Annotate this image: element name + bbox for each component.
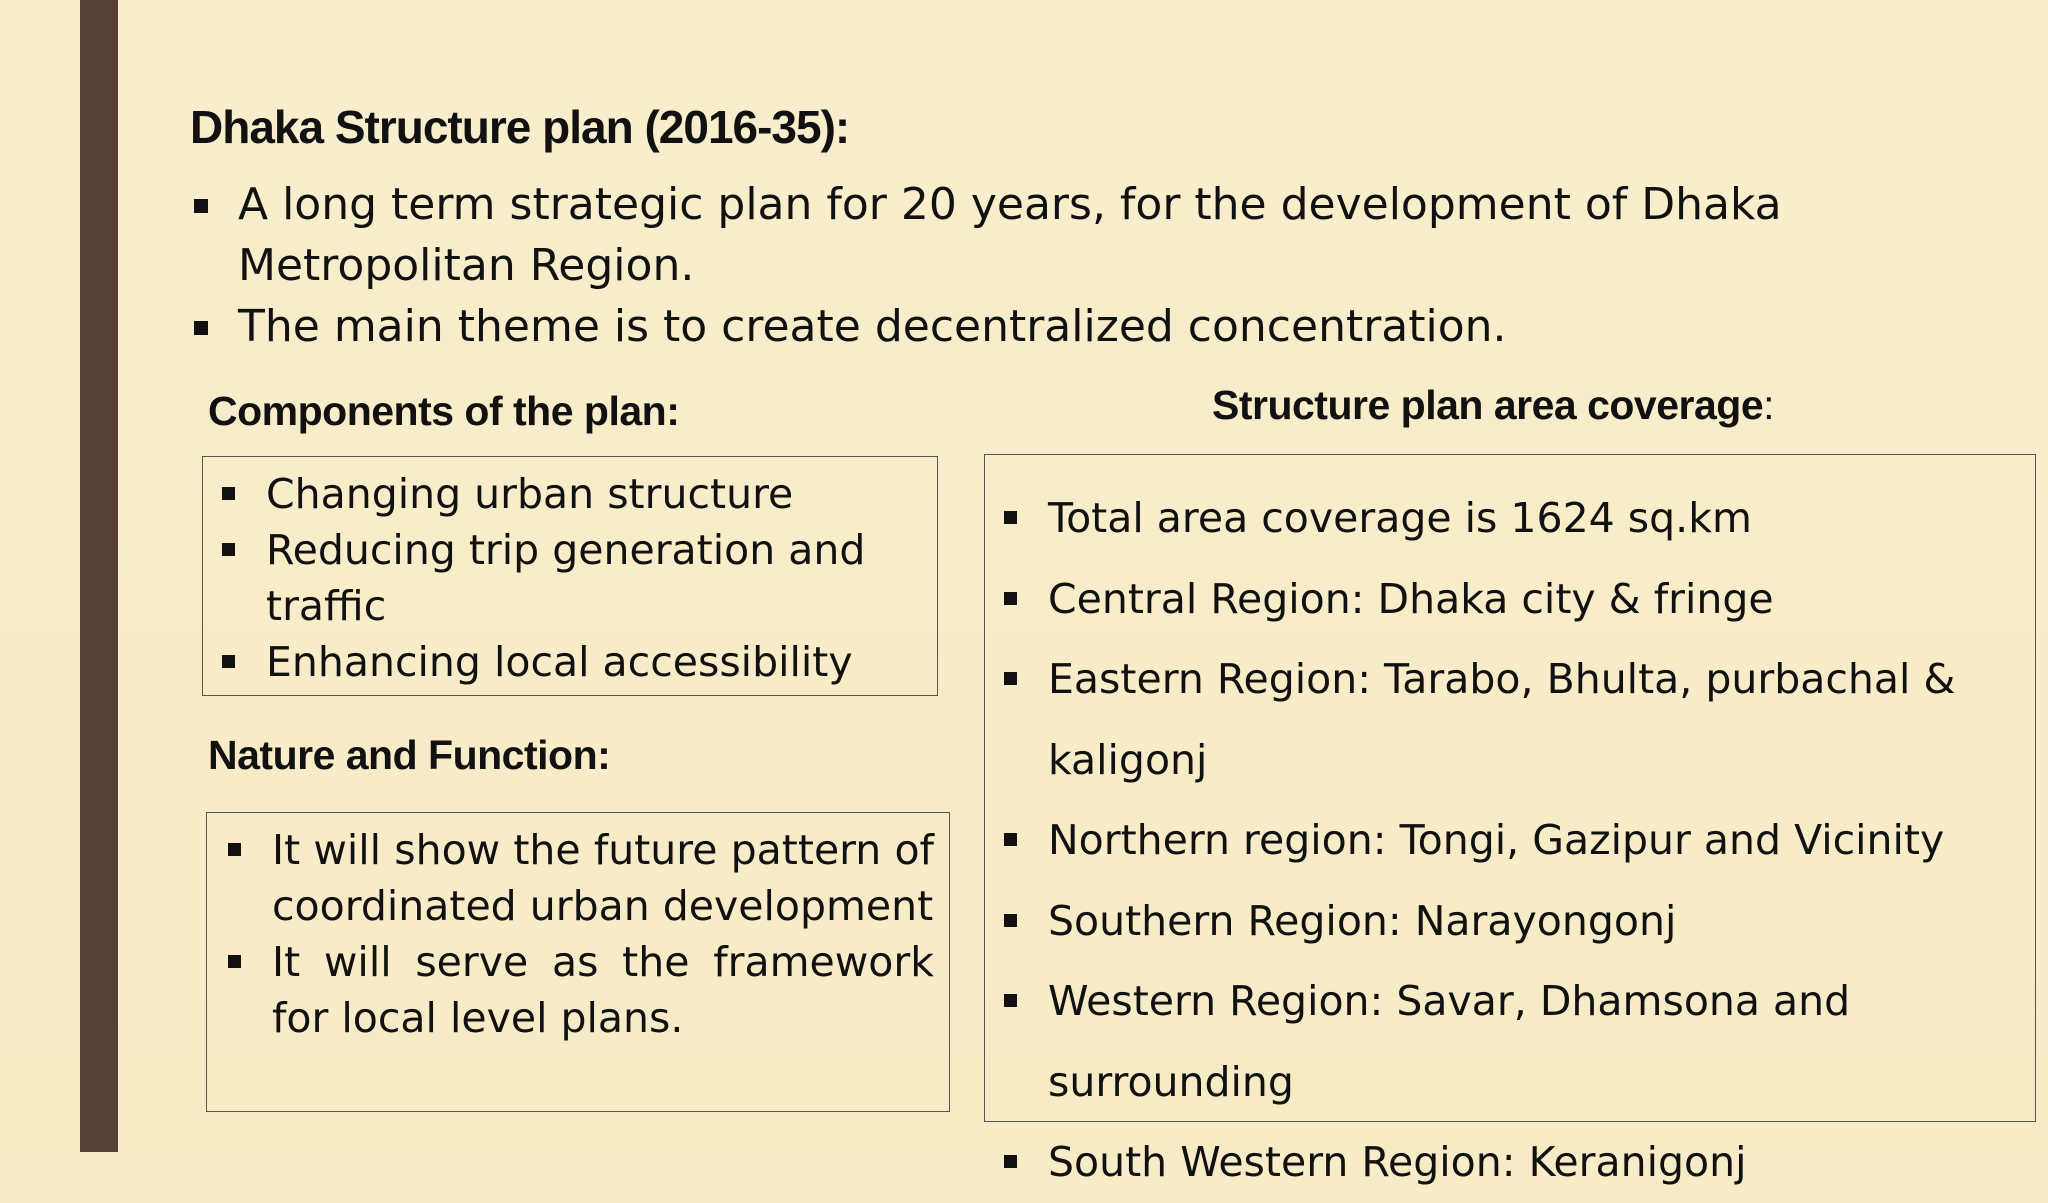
coverage-heading-text: Structure plan area coverage: [1212, 382, 1764, 428]
coverage-item: [1002, 961, 2002, 1122]
component-text: Enhancing local accessibility: [266, 638, 853, 686]
slide-title: Dhaka Structure plan (2016-35):: [190, 101, 850, 153]
square-bullet-icon: [1004, 592, 1017, 605]
square-bullet-icon: [1004, 994, 1017, 1007]
components-heading: Components of the plan:: [208, 388, 680, 434]
coverage-text: Northern region: Tongi, Gazipur and Vicinity: [1048, 816, 1945, 864]
coverage-heading: [1212, 382, 1774, 429]
coverage-text: South Western Region: Keranigonj: [1048, 1138, 1747, 1186]
square-bullet-icon: [194, 199, 208, 213]
square-bullet-icon: [228, 843, 241, 856]
coverage-list: [1002, 478, 2002, 1186]
nature-item: [226, 934, 934, 1046]
coverage-text: Western Region: Savar, Dhamsona and surrounding: [1048, 977, 1851, 1106]
component-item: [220, 634, 930, 690]
coverage-item: [1002, 639, 2002, 800]
nature-text: It will show the future pattern of coordinated urban development: [272, 826, 934, 930]
square-bullet-icon: [1004, 914, 1017, 927]
component-text: Changing urban structure: [266, 470, 794, 518]
coverage-item: [1002, 881, 2002, 962]
square-bullet-icon: [222, 543, 235, 556]
component-text: Reducing trip generation and traffic: [266, 526, 866, 630]
coverage-item: [1002, 559, 2002, 640]
square-bullet-icon: [1004, 1155, 1017, 1168]
intro-bullet-list: [192, 174, 1832, 357]
square-bullet-icon: [222, 655, 235, 668]
coverage-text: Total area coverage is 1624 sq.km: [1048, 494, 1752, 542]
coverage-item: [1002, 478, 2002, 559]
left-accent-bar: [80, 0, 118, 1152]
square-bullet-icon: [228, 955, 241, 968]
square-bullet-icon: [1004, 833, 1017, 846]
square-bullet-icon: [1004, 672, 1017, 685]
coverage-text: Eastern Region: Tarabo, Bhulta, purbachal & kaligonj: [1048, 655, 1956, 784]
coverage-item: [1002, 800, 2002, 881]
components-list: [220, 466, 930, 690]
coverage-text: Central Region: Dhaka city & fringe: [1048, 574, 1774, 623]
component-item: [220, 522, 930, 634]
nature-item: [226, 822, 934, 934]
nature-list: [226, 822, 934, 1046]
intro-bullet-text: The main theme is to create decentralized concentration.: [238, 301, 1507, 352]
square-bullet-icon: [1004, 511, 1017, 524]
square-bullet-icon: [222, 487, 235, 500]
square-bullet-icon: [194, 321, 208, 335]
coverage-item: [1002, 1122, 2002, 1203]
intro-bullet-text: A long term strategic plan for 20 years, for the development of Dhaka Metropolitan Region.: [238, 179, 1782, 291]
nature-heading: Nature and Function:: [208, 732, 611, 778]
coverage-heading-colon: :: [1763, 382, 1775, 428]
intro-bullet-item: [192, 296, 1832, 357]
coverage-text: Southern Region: Narayongonj: [1048, 896, 1677, 945]
component-item: [220, 466, 930, 522]
nature-text: It will serve as the framework for local level plans.: [272, 938, 934, 1042]
intro-bullet-item: [192, 174, 1832, 296]
